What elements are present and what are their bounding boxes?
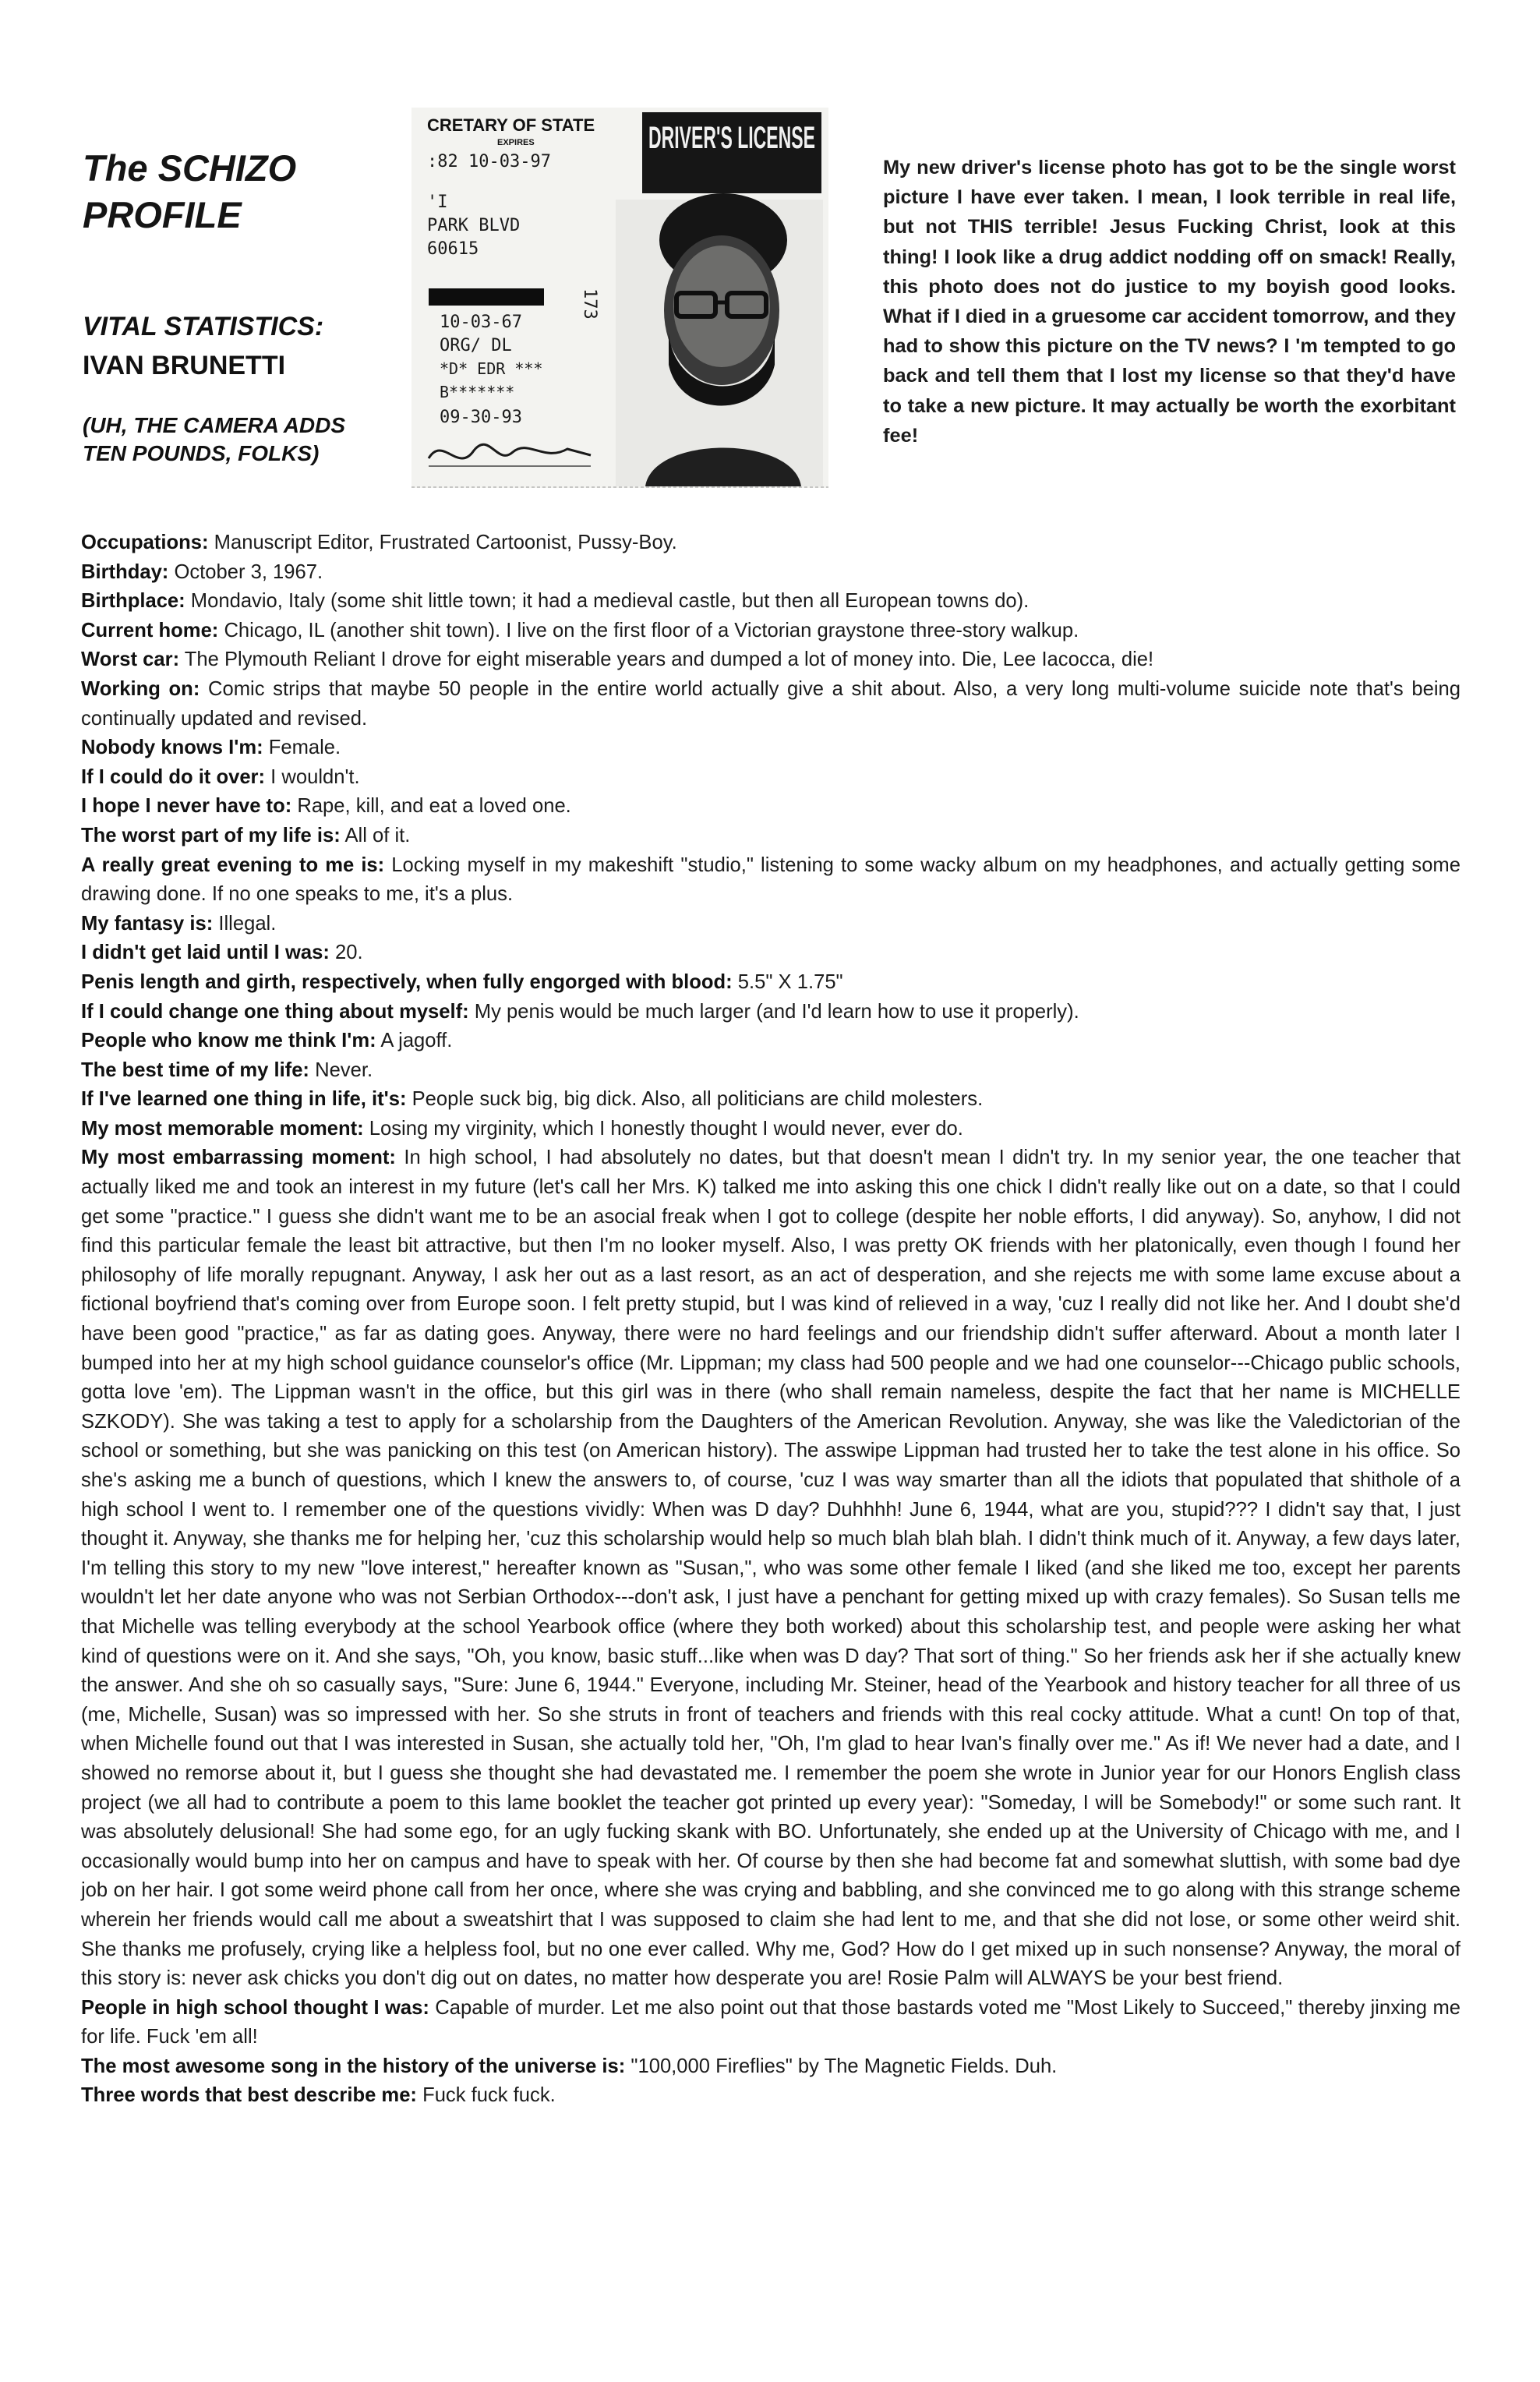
fact-label: Working on: [81,677,200,700]
fact-label: Birthday: [81,560,169,583]
profile-fact [81,1994,1461,2052]
subject-name: IVAN BRUNETTI [83,351,286,380]
fact-label: If I could change one thing about myself: [81,1000,469,1023]
profile-fact [81,998,1461,1027]
profile-fact [81,1143,1461,1993]
profile-fact [81,1085,1461,1115]
fact-label: A really great evening to me is: [81,853,385,876]
fact-text: Mondavio, Italy (some shit little town; it had a medieval castle, but then all European towns do). [185,590,1030,613]
profile-fact [81,1056,1461,1086]
license-issue-date: 09-30-93 [440,408,522,427]
license-line-i: 'I [427,193,448,212]
photo-caption [83,412,426,468]
profile-fact [81,645,1461,675]
profile-fact [81,528,1461,558]
profile-fact [81,675,1461,733]
fact-text: People suck big, big dick. Also, all politicians are child molesters. [406,1088,984,1111]
fact-text: Locking myself in my makeshift "studio," listening to some wacky album on my headphones, and actually getting some drawing done. If no one speaks to me, it's a plus. [81,853,1461,906]
fact-text: Rape, kill, and eat a loved one. [291,795,571,818]
license-address: PARK BLVD [427,216,521,235]
profile-fact [81,792,1461,822]
license-org: ORG/ DL [440,336,512,355]
profile-fact [81,1115,1461,1144]
profile-title [83,145,379,239]
caption-line-1: (UH, THE CAMERA ADDS [83,413,346,437]
profile-fact [81,587,1461,617]
fact-text: All of it. [340,824,411,846]
fact-text: October 3, 1967. [168,560,323,583]
caption-line-2: TEN POUNDS, FOLKS) [83,441,320,465]
fact-label: The worst part of my life is: [81,824,341,846]
license-expires-label: EXPIRES [497,138,535,147]
fact-label: I didn't get laid until I was: [81,942,330,964]
profile-fact [81,1027,1461,1056]
license-heading-text: DRIVER'S LICENSE [648,121,815,155]
profile-fact [81,617,1461,646]
fact-label: The best time of my life: [81,1058,309,1081]
fact-label: Current home: [81,619,219,641]
fact-label: People who know me think I'm: [81,1030,376,1052]
fact-text: A jagoff. [376,1030,453,1052]
profile-fact [81,733,1461,763]
drivers-license-image [411,108,828,488]
fact-label: My most embarrassing moment: [81,1147,396,1169]
license-zip: 60615 [427,239,479,259]
profile-fact [81,968,1461,998]
license-stars: B******* [440,383,515,401]
fact-text: Female. [263,737,341,759]
license-portrait-photo [616,193,823,486]
fact-label: If I could do it over: [81,765,266,788]
fact-label: My fantasy is: [81,912,214,935]
profile-facts-list [81,528,1461,2111]
profile-fact [81,851,1461,910]
fact-text: In high school, I had absolutely no dates, but that doesn't mean I didn't try. In my senior year, the one teacher that actually liked me and took an interest in my future (let's call her Mrs. K) talked me into asking this one chick I didn't really like out on a date, so that I could get some "practice." I guess she didn't want me to be an asocial freak when I got to college (despite her noble efforts, I did anyway). So, anyhow, I did not find this particular female the least bit attractive, but then I'm no looker myself. Also, I was pretty OK friends with her platonically, even though I found her philosophy of life morally repugnant. Anyway, I ask her out as a last resort, as an act of desperation, and she rejects me with some lame excuse about a fictional boyfriend that's coming over from Europe soon. I felt pretty stupid, but I was kind of relieved in a way, 'cuz I really did not like her. And I doubt she'd have been good "practice," as far as dating goes. Anyway, there were no hard feelings and our friendship didn't suffer afterward. About a month later I bumped into her at my high school guidance counselor's office (Mr. Lippman; my class had 500 people and we had one counselor---Chicago public schools, gotta love 'em). The Lippman wasn't in the office, but this girl was in there (who shall remain nameless, despite the fact that her name is MICHELLE SZKODY). She was taking a test to apply for a scholarship from the Daughters of the American Revolution. Anyway, she was like the Valedictorian of the school or something, but she was panicking on this test (on American history). The asswipe Lippman had trusted her to take the test alone in his office. So she's asking me a bunch of questions, which I knew the answers to, of course, 'cuz I was way smarter than all the idiots that populated that shithole of a high school I went to. I remember one of the questions vividly: When was D day? Duhhhh! June 6, 1944, what are you, stupid??? I didn't say that, I just thought it. Anyway, she thanks me for helping her, 'cuz this scholarship would help so much blah blah blah. I didn't think much of it. Anyway, a few days later, I'm telling this story to my new "love interest," hereafter known as "Susan,", who was some other female I liked (and she liked me too, except her parents wouldn't let her date anyone who was not Serbian Orthodox---don't ask, I just have a penchant for getting mixed up with crazy females). So Susan tells me that Michelle was telling everybody at the school Yearbook office (where they both worked) about this scholarship test, and people were asking her what kind of questions were on it. And she says, "Oh, you know, basic stuff...like when was D day? That sort of thing." So her friends ask her if she actually knew the answer. And she oh so casually says, "Sure: June 6, 1944." Everyone, including Mr. Steiner, head of the Yearbook and history teacher for all three of us (me, Michelle, Susan) was so impressed with her. So she struts in front of teachers and friends with this real cocky attitude. What a cunt! On top of that, when Michelle found out that I was interested in Susan, she actually told her, "Oh, I'm glad to hear Ivan's finally over me." As if! We never had a date, and I showed no remorse about it, but I guess she thought she had devastated me. I remember the poem she wrote in Junior year for our Honors English class project (we all had to contribute a poem to this lame booklet the teacher got printed up every year): "Someday, I will be Somebody!" or some such rant. It was absolutely delusional! She had some ego, for an ugly fucking skank with BO. Unfortunately, she ended up at the University of Chicago with me, and I occasionally would bump into her on campus and have to speak with her. Of course by then she had become fat and somewhat sluttish, with some bad dye job on her hair. I got some weird phone call from her once, where she was crying and babbling, and she convinced me to go along with this strange scheme wherein her friends would call me about a sweatshirt that I was supposed to claim she had lent to me, and that she did not lose, or some other weird shit. She thanks me profusely, crying like a helpless fool, but no one ever called. Why me, God? How do I get mixed up in such nonsense? Anyway, the moral of this story is: never ask chicks you don't dig out on dates, no matter how desperate you are! Rosie Palm will ALWAYS be your best friend. [81,1147,1461,1990]
fact-label: Penis length and girth, respectively, when fully engorged with blood: [81,970,733,993]
fact-label: My most memorable moment: [81,1117,364,1140]
license-secretary-text: CRETARY OF STATE [427,115,595,135]
fact-text: Losing my virginity, which I honestly thought I would never, ever do. [363,1117,963,1140]
license-black-bar [429,288,544,306]
profile-fact [81,2052,1461,2082]
fact-text: My penis would be much larger (and I'd learn how to use it properly). [468,1000,1079,1023]
title-line-1: The SCHIZO [83,147,297,189]
fact-text: Comic strips that maybe 50 people in the entire world actually give a shit about. Also, a very long multi-volume suicide note that's being continually updated and revised. [81,677,1461,730]
license-height: 173 [580,288,599,320]
fact-text: Illegal. [213,912,277,935]
license-dob: 10-03-67 [440,313,522,332]
fact-label: Worst car: [81,649,180,671]
fact-label: If I've learned one thing in life, it's: [81,1088,407,1111]
fact-text: "100,000 Fireflies" by The Magnetic Fields. Duh. [625,2055,1058,2077]
license-restrictions: *D* EDR *** [440,359,543,378]
fact-label: Occupations: [81,532,209,553]
profile-fact [81,910,1461,939]
fact-text: Capable of murder. Let me also point out that those bastards voted me "Most Likely to Succeed," thereby jinxing me for life. Fuck 'em all! [81,1996,1461,2048]
profile-fact [81,822,1461,851]
profile-fact [81,2081,1461,2111]
profile-fact [81,763,1461,793]
fact-text: Manuscript Editor, Frustrated Cartoonist, Pussy-Boy. [208,532,677,553]
fact-text: I wouldn't. [265,765,360,788]
profile-fact [81,558,1461,588]
fact-text: The Plymouth Reliant I drove for eight miserable years and dumped a lot of money into. Die, Lee Iacocca, die! [179,649,1154,671]
vital-statistics-label: VITAL STATISTICS: [83,312,324,341]
fact-label: Three words that best describe me: [81,2084,417,2107]
fact-text: Chicago, IL (another shit town). I live on the first floor of a Victorian graystone three-story walkup. [218,619,1079,641]
fact-text: 20. [329,942,363,964]
fact-label: Nobody knows I'm: [81,737,263,759]
fact-label: I hope I never have to: [81,795,292,818]
license-expires-row: :82 10-03-97 [427,152,551,171]
fact-text: 5.5" X 1.75" [732,970,843,993]
fact-label: Birthplace: [81,590,185,613]
fact-text: Fuck fuck fuck. [416,2084,556,2107]
fact-text: Never. [309,1058,373,1081]
license-graphic [411,108,828,488]
license-photo-blurb: My new driver's license photo has got to be the single worst picture I have ever taken. I mean, I look terrible in real life, but not THIS terrible! Jesus Fucking Christ, look at this thing! I look like a drug addict nodding off on smack! Really, this photo does not do justice to my boyish good looks. What if I died in a gruesome car accident tomorrow, and they had to show this picture on the TV news? I 'm tempted to go back and tell them that I lost my license so that they'd have to take a new picture. It may actually be worth the exorbitant fee! [883,157,1456,447]
fact-label: The most awesome song in the history of the universe is: [81,2055,626,2077]
license-heading-logo [642,112,821,193]
profile-fact [81,938,1461,968]
fact-label: People in high school thought I was: [81,1996,429,2019]
title-line-2: PROFILE [83,194,242,235]
